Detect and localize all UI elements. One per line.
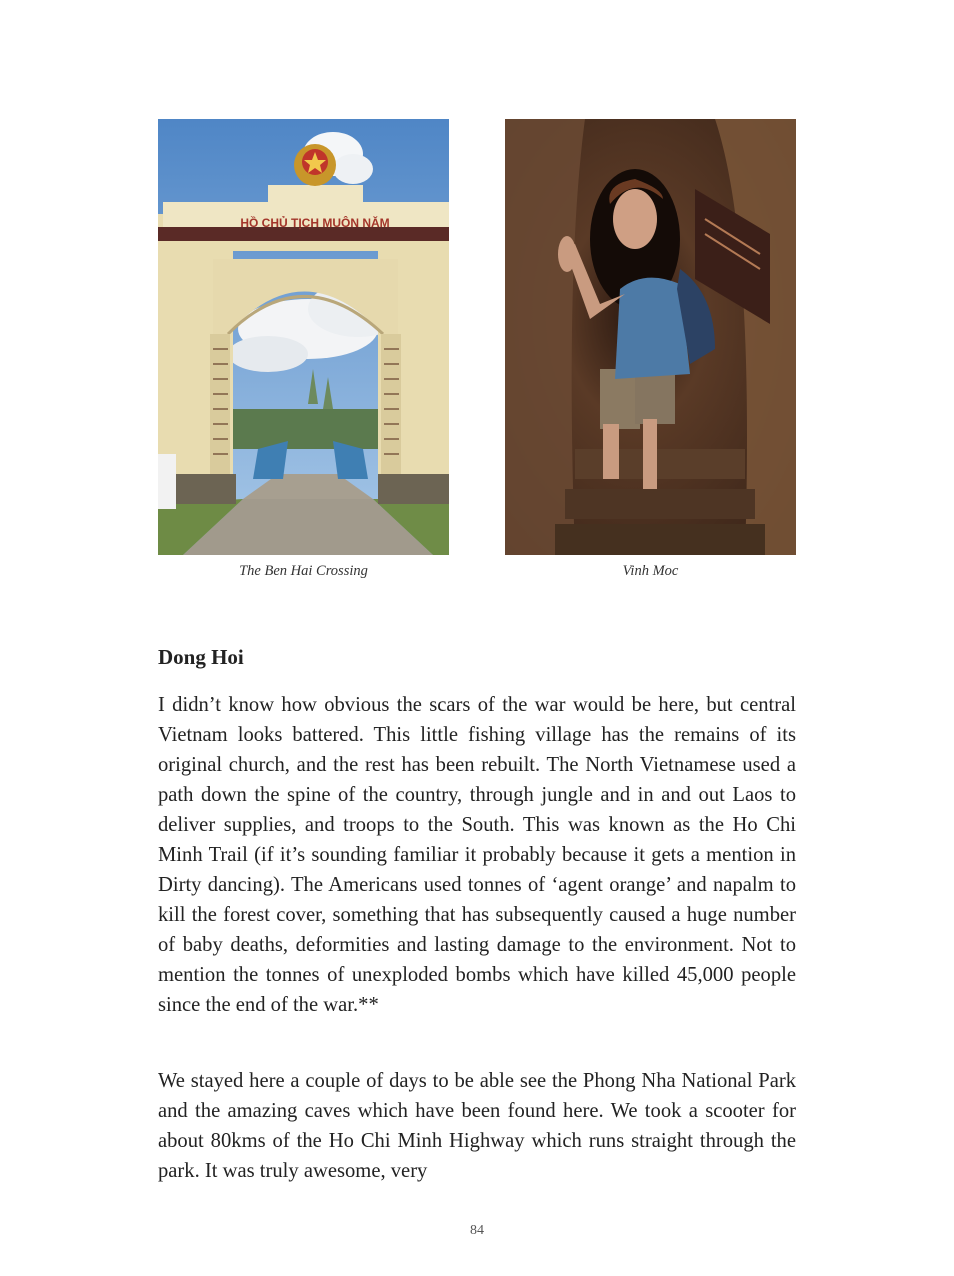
photo-caption: Vinh Moc [622,563,679,579]
page-number: 84 [470,1223,484,1238]
vinh-moc-photo [505,119,796,555]
section-heading: Dong Hoi [158,645,244,669]
ben-hai-crossing-photo [158,119,449,555]
body-paragraph: I didn’t know how obvious the scars of the war would be here, but central Vietnam looks battered. This little fishing village has the remains of its original church, and the rest has been rebuilt. The North Vietnamese used a path down the spine of the country, through jungle and in and out Laos to deliver supplies, and troops to the South. This was known as the Ho Chi Minh Trail (if it’s sounding familiar it probably because it gets a mention in Dirty dancing). The Americans used tonnes of ‘agent orange’ and napalm to kill the forest cover, something that has subsequently caused a huge number of baby deaths, deformities and lasting damage to the environment. Not to mention the tonnes of unexploded bombs which have killed 45,000 people since the end of the war.** [158,694,796,1016]
body-paragraph: We stayed here a couple of days to be able see the Phong Nha National Park and the amazing caves which have been found here. We took a scooter for about 80kms of the Ho Chi Minh Highway which runs straight through the park. It was truly awesome, very [158,1070,796,1182]
photo-caption: The Ben Hai Crossing [239,563,368,579]
gate-inscription: HỒ CHỦ TỊCH MUÔN NĂM [240,216,390,230]
